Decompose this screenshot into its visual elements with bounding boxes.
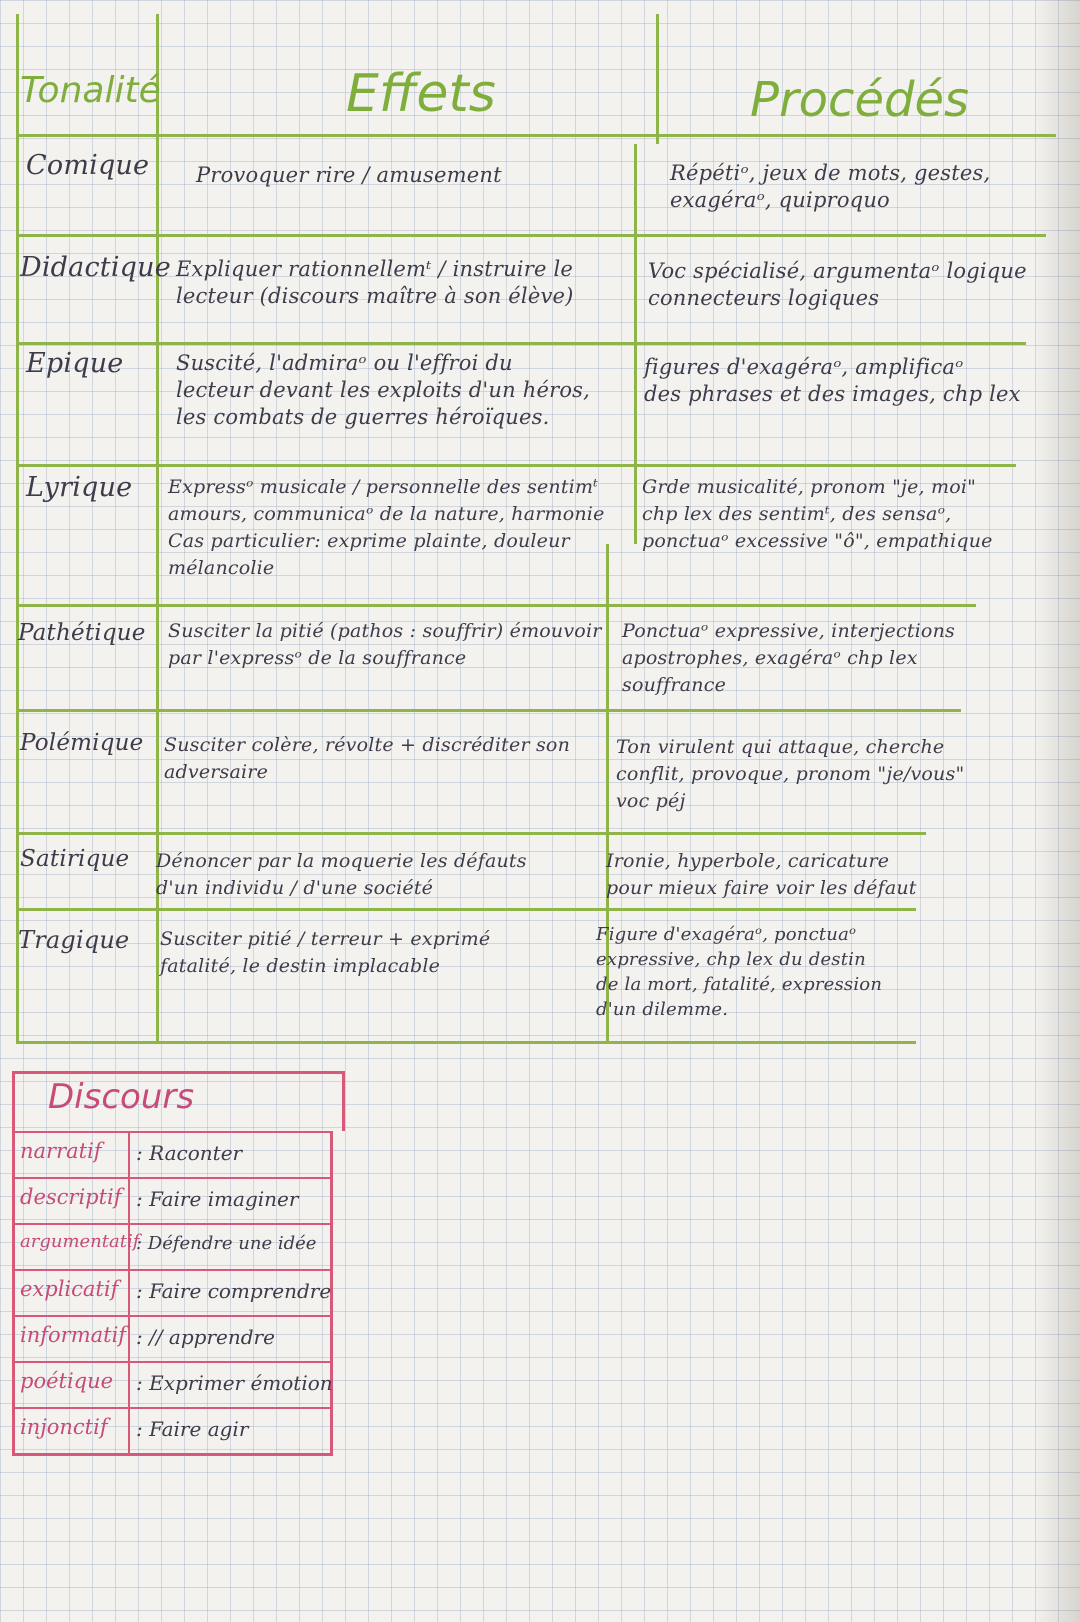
- discours-title: Discours: [48, 1077, 195, 1117]
- procedes-polemique: Ton virulent qui attaque, cherche conflit, provoque, pronom "je/vous" voc péj: [616, 736, 965, 812]
- procedes-comique: Répétiᵒ, jeux de mots, gestes, exagéraᵒ, quiproquo: [670, 161, 991, 212]
- effets-polemique: Susciter colère, révolte + discréditer son adversaire: [164, 734, 571, 783]
- box-row-line: [12, 1361, 332, 1363]
- tonalite-didactique: Didactique: [20, 252, 171, 283]
- row-line: [16, 134, 1056, 137]
- effets-comique: Provoquer rire / amusement: [196, 163, 502, 187]
- discours-term: narratif: [20, 1139, 102, 1163]
- discours-term: descriptif: [20, 1185, 122, 1209]
- effets-lyrique: Expressᵒ musicale / personnelle des sentimᵗ amours, communicaᵒ de la nature, harmonie Cas particulier: exprime plainte, douleur mélancolie: [168, 476, 605, 579]
- discours-term: explicatif: [20, 1277, 119, 1301]
- tonalite-tragique: Tragique: [18, 926, 130, 954]
- header-procedes: Procédés: [750, 72, 969, 128]
- table-border-left: [16, 14, 19, 1044]
- discours-term: poétique: [20, 1369, 114, 1393]
- row-line: [16, 464, 1016, 467]
- discours-definition: : Exprimer émotion: [136, 1371, 333, 1395]
- discours-definition: : Faire agir: [136, 1417, 249, 1441]
- effets-epique: Suscité, l'admiraᵒ ou l'effroi du lecteur devant les exploits d'un héros, les combats de guerres héroïques.: [176, 351, 591, 429]
- row-line: [16, 342, 1026, 345]
- row-line: [16, 1041, 916, 1044]
- discours-definition: : Défendre une idée: [136, 1233, 317, 1254]
- procedes-tragique: Figure d'exagéraᵒ, ponctuaᵒ expressive, chp lex du destin de la mort, fatalité, expression d'un dilemme.: [596, 924, 883, 1020]
- discours-definition: : Faire imaginer: [136, 1187, 299, 1211]
- discours-box: [12, 1071, 344, 1456]
- table-divider-col2: [656, 14, 659, 144]
- tonalite-polemique: Polémique: [20, 730, 144, 756]
- box-border-top: [12, 1071, 345, 1074]
- discours-definition: : Raconter: [136, 1141, 243, 1165]
- procedes-pathetique: Ponctuaᵒ expressive, interjections apostrophes, exagéraᵒ chp lex souffrance: [622, 620, 955, 696]
- tonalite-pathetique: Pathétique: [18, 620, 146, 646]
- row-line: [16, 234, 1046, 237]
- discours-definition: : Faire comprendre: [136, 1279, 332, 1303]
- tonalite-satirique: Satirique: [20, 846, 130, 872]
- box-border-left: [12, 1071, 15, 1456]
- discours-term: argumentatif: [20, 1231, 140, 1252]
- effets-pathetique: Susciter la pitié (pathos : souffrir) émouvoir par l'expressᵒ de la souffrance: [168, 620, 602, 669]
- header-tonalite: Tonalité: [20, 70, 161, 111]
- procedes-satirique: Ironie, hyperbole, caricature pour mieux faire voir les défaut: [606, 850, 917, 899]
- box-row-line: [12, 1407, 332, 1409]
- header-effets: Effets: [346, 64, 496, 124]
- box-border-bottom: [12, 1453, 333, 1456]
- discours-definition: : // apprendre: [136, 1325, 275, 1349]
- effets-tragique: Susciter pitié / terreur + exprimé fatalité, le destin implacable: [160, 928, 491, 977]
- discours-term: injonctif: [20, 1415, 108, 1439]
- procedes-didactique: Voc spécialisé, argumentaᵒ logique connecteurs logiques: [648, 259, 1027, 310]
- effets-satirique: Dénoncer par la moquerie les défauts d'un individu / d'une société: [156, 850, 527, 899]
- effets-didactique: Expliquer rationnellemᵗ / instruire le lecteur (discours maître à son élève): [176, 257, 574, 308]
- procedes-epique: figures d'exagéraᵒ, amplificaᵒ des phrases et des images, chp lex: [644, 355, 1021, 406]
- box-row-line: [12, 1269, 332, 1271]
- row-line: [16, 604, 976, 607]
- box-row-line: [12, 1131, 332, 1133]
- row-line: [16, 908, 916, 911]
- tonalite-lyrique: Lyrique: [26, 472, 133, 503]
- box-row-line: [12, 1223, 332, 1225]
- row-line: [16, 709, 961, 712]
- box-border-right: [342, 1071, 345, 1131]
- tonalite-epique: Epique: [26, 348, 124, 379]
- box-row-line: [12, 1315, 332, 1317]
- procedes-lyrique: Grde musicalité, pronom "je, moi" chp lex des sentimᵗ, des sensaᵒ, ponctuaᵒ excessive "ô", empathique: [642, 476, 993, 552]
- tonalite-comique: Comique: [26, 150, 150, 181]
- discours-term: informatif: [20, 1323, 127, 1347]
- row-line: [16, 832, 926, 835]
- tonalite-table: [16, 14, 1056, 1044]
- box-row-line: [12, 1177, 332, 1179]
